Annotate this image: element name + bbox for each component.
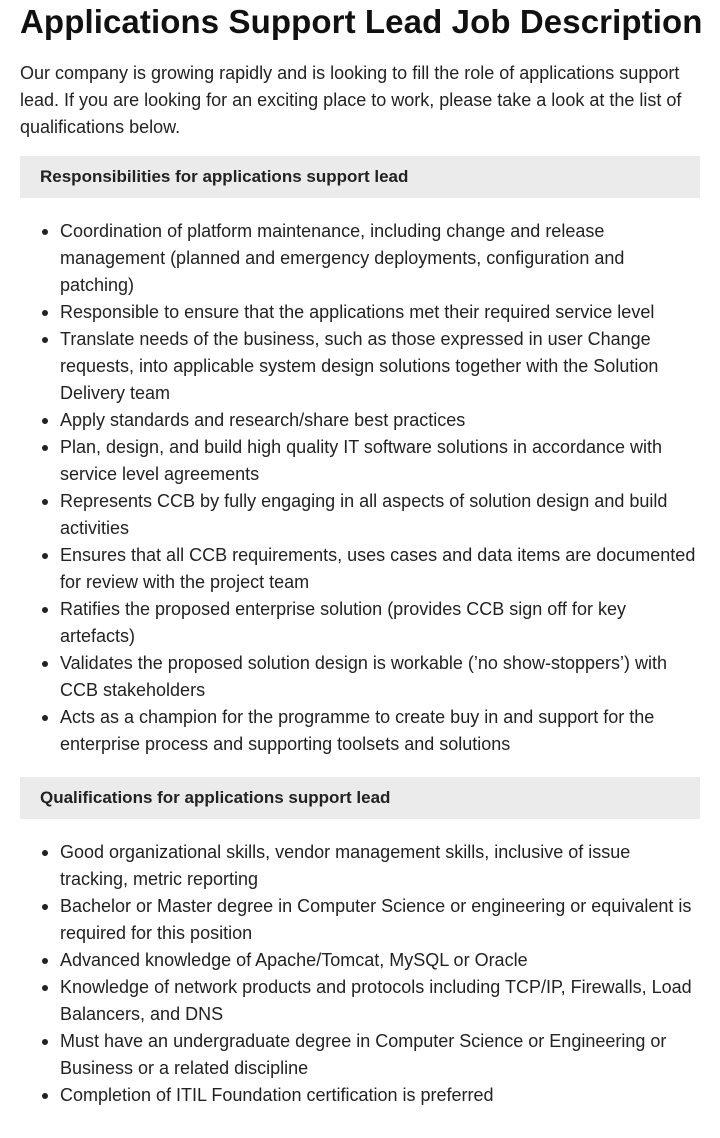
list-item-text: Coordination of platform maintenance, including change and release management (planned and emergency deployments, configuration and patching) [60, 221, 625, 295]
bullet-icon [42, 310, 48, 316]
list-item-text: Good organizational skills, vendor management skills, inclusive of issue tracking, metric reporting [60, 842, 631, 889]
qualifications-header [20, 777, 700, 819]
responsibilities-heading: Responsibilities for applications support lead [40, 167, 409, 186]
bullet-icon [42, 985, 48, 991]
bullet-icon [42, 958, 48, 964]
list-item [20, 407, 700, 434]
bullet-icon [42, 337, 48, 343]
list-item [20, 218, 700, 299]
bullet-icon [42, 607, 48, 613]
bullet-icon [42, 499, 48, 505]
list-item-text: Responsible to ensure that the applications met their required service level [60, 302, 655, 322]
bullet-icon [42, 715, 48, 721]
bullet-icon [42, 229, 48, 235]
list-item-text: Bachelor or Master degree in Computer Science or engineering or equivalent is required for this position [60, 896, 692, 943]
list-item [20, 488, 700, 542]
list-item-text: Represents CCB by fully engaging in all aspects of solution design and build activities [60, 491, 668, 538]
list-item [20, 542, 700, 596]
list-item-text: Translate needs of the business, such as those expressed in user Change requests, into applicable system design solutions together with the Solution Delivery team [60, 329, 659, 403]
qualifications-heading: Qualifications for applications support lead [40, 788, 391, 807]
qualifications-list [20, 839, 700, 1109]
list-item-text: Plan, design, and build high quality IT software solutions in accordance with service level agreements [60, 437, 663, 484]
list-item-text: Ensures that all CCB requirements, uses cases and data items are documented for review with the project team [60, 545, 696, 592]
list-item-text: Advanced knowledge of Apache/Tomcat, MySQL or Oracle [60, 950, 528, 970]
list-item [20, 650, 700, 704]
bullet-icon [42, 1039, 48, 1045]
intro-paragraph: Our company is growing rapidly and is looking to fill the role of applications support lead. If you are looking for an exciting place to work, please take a look at the list of qualifications below. [20, 63, 682, 137]
list-item [20, 704, 700, 758]
list-item-text: Ratifies the proposed enterprise solution (provides CCB sign off for key artefacts) [60, 599, 626, 646]
bullet-icon [42, 1093, 48, 1099]
bullet-icon [42, 904, 48, 910]
list-item-text: Acts as a champion for the programme to create buy in and support for the enterprise process and supporting toolsets and solutions [60, 707, 655, 754]
list-item [20, 1028, 700, 1082]
list-item [20, 893, 700, 947]
list-item-text: Completion of ITIL Foundation certification is preferred [60, 1085, 494, 1105]
list-item [20, 839, 700, 893]
bullet-icon [42, 661, 48, 667]
list-item [20, 596, 700, 650]
list-item [20, 1082, 700, 1109]
page-title: Applications Support Lead Job Description [20, 3, 703, 40]
responsibilities-list [20, 218, 700, 758]
list-item-text: Knowledge of network products and protocols including TCP/IP, Firewalls, Load Balancers, and DNS [60, 977, 692, 1024]
responsibilities-header [20, 156, 700, 198]
bullet-icon [42, 850, 48, 856]
list-item-text: Must have an undergraduate degree in Computer Science or Engineering or Business or a related discipline [60, 1031, 667, 1078]
list-item [20, 434, 700, 488]
list-item [20, 974, 700, 1028]
bullet-icon [42, 418, 48, 424]
list-item [20, 299, 700, 326]
list-item [20, 947, 700, 974]
list-item [20, 326, 700, 407]
bullet-icon [42, 445, 48, 451]
list-item-text: Apply standards and research/share best practices [60, 410, 466, 430]
bullet-icon [42, 553, 48, 559]
list-item-text: Validates the proposed solution design is workable (’no show-stoppers’) with CCB stakeholders [60, 653, 667, 700]
